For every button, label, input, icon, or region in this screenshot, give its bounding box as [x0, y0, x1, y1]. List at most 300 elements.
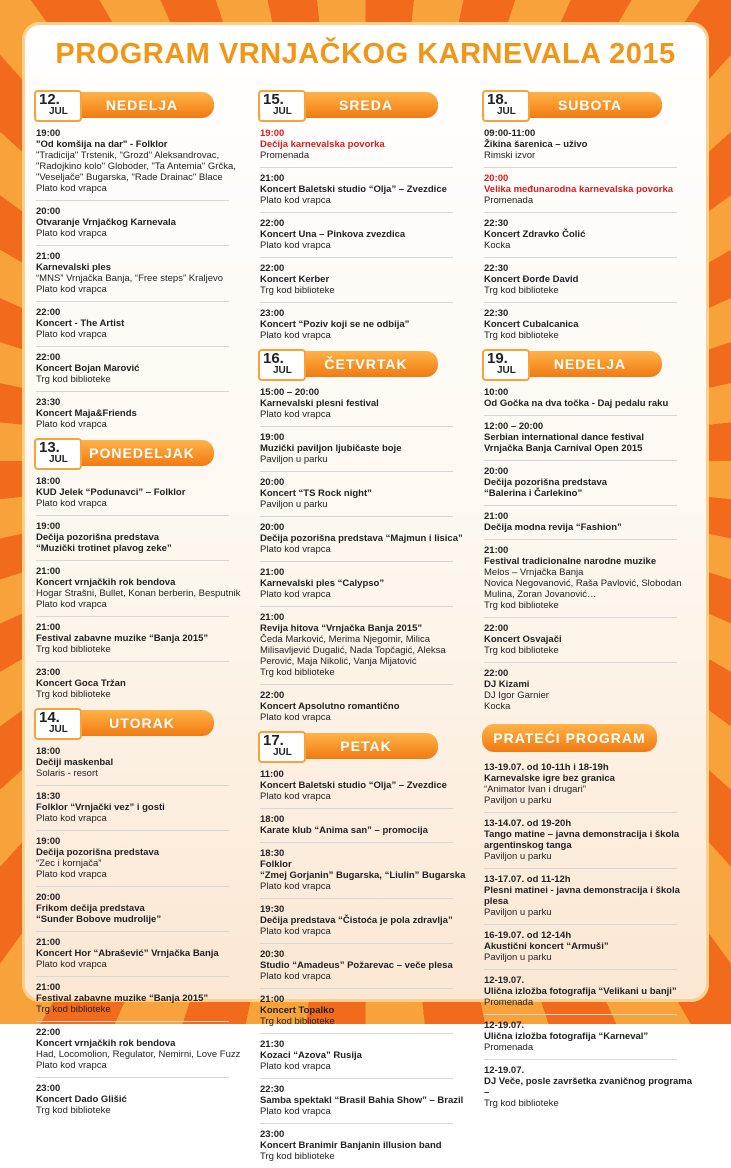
event-name: Koncert Topalko [260, 1005, 335, 1016]
day-header [34, 436, 249, 468]
event-detail: Melos – Vrnjačka Banja [484, 567, 584, 578]
event-detail: Mulina, Zoran Jovanović… [484, 589, 597, 600]
event-separator [260, 1123, 453, 1124]
event-name: Folklor [260, 859, 292, 870]
date-month: JUL [497, 106, 516, 117]
event-name: Folklor “Vrnjački vez” i gosti [36, 802, 165, 813]
event-name: Dečija pozorišna predstava [36, 532, 160, 543]
event-detail: DJ Igor Garnier [484, 690, 549, 701]
event-item [484, 173, 697, 206]
event-time: 21:00 [260, 612, 285, 623]
event-time: 13-14.07. od 19-20h [484, 818, 572, 829]
event-time: 20:00 [260, 522, 285, 533]
event-separator [36, 830, 229, 831]
event-detail: Plato kod vrapca [260, 240, 331, 251]
column-3 [482, 88, 697, 1115]
event-time: 18:30 [260, 848, 285, 859]
event-item [36, 937, 249, 970]
event-detail: “Zmej Gorjanin” Bugarska, “Liulin” Bugarska [260, 870, 466, 881]
event-item [36, 397, 249, 430]
event-item [260, 218, 473, 251]
event-item [260, 769, 473, 802]
event-item [260, 567, 473, 600]
event-item [36, 1027, 249, 1071]
event-time: 23:00 [260, 1129, 285, 1140]
event-detail: Paviljon u parku [484, 907, 552, 918]
event-name: Od Gočka na dva točka - Daj pedalu raku [484, 398, 669, 409]
event-time: 11:00 [260, 769, 284, 780]
event-name: Koncert Baletski studio “Olja” – Zvezdice [260, 780, 447, 791]
date-number: 17. [263, 732, 284, 749]
event-separator [36, 785, 229, 786]
day-name-banner: PETAK [294, 733, 438, 759]
event-item [36, 1083, 249, 1116]
event-separator [484, 1059, 677, 1060]
event-separator [36, 346, 229, 347]
event-time: 20:00 [36, 892, 61, 903]
event-name: "Od komšija na dar" - Folklor [36, 139, 168, 150]
event-item [36, 791, 249, 824]
event-item [36, 128, 249, 194]
event-item [260, 1129, 473, 1162]
event-item [484, 874, 697, 918]
event-detail: Trg kod biblioteke [36, 644, 111, 655]
event-time: 21:00 [260, 994, 285, 1005]
event-separator [484, 662, 677, 663]
event-detail: Hogar Strašni, Bullet, Konan berberin, Besputnik [36, 588, 241, 599]
event-name: Muzički paviljon ljubičaste boje [260, 443, 402, 454]
event-name: Koncert Apsolutno romantično [260, 701, 400, 712]
date-month: JUL [49, 454, 68, 465]
event-name: Koncert Hor “Abrašević” Vrnjačka Banja [36, 948, 219, 959]
event-detail: Solaris - resort [36, 768, 98, 779]
event-separator [36, 515, 229, 516]
event-detail: Paviljon u parku [484, 952, 552, 963]
event-name: Studio “Amadeus” Požarevac – veče plesa [260, 960, 453, 971]
date-badge [34, 90, 82, 122]
event-detail: Perović, Maja Nikolić, Vanja Mijatović [260, 656, 417, 667]
event-item [484, 818, 697, 862]
event-detail: Trg kod biblioteke [36, 1004, 111, 1015]
event-name: Serbian international dance festival [484, 432, 644, 443]
event-time: 21:00 [36, 982, 61, 993]
event-item [484, 511, 697, 533]
event-time: 16-19.07. od 12-14h [484, 930, 572, 941]
event-separator [260, 212, 453, 213]
page-title: PROGRAM VRNJAČKOG KARNEVALA 2015 [55, 38, 676, 70]
event-detail: Plato kod vrapca [36, 228, 107, 239]
event-detail: Trg kod biblioteke [484, 330, 559, 341]
event-name: Dečija karnevalska povorka [260, 139, 385, 150]
event-name: Dečija predstava “Čistoća je pola zdravlja” [260, 915, 453, 926]
event-time: 20:00 [36, 206, 61, 217]
event-item [260, 308, 473, 341]
event-item [260, 904, 473, 937]
event-time: 22:00 [484, 668, 509, 679]
event-separator [260, 471, 453, 472]
event-item [260, 522, 473, 555]
day-name-banner: SUBOTA [518, 92, 662, 118]
event-time: 19:30 [260, 904, 285, 915]
event-time: 09:00-11:00 [484, 128, 536, 139]
event-time: 19:00 [36, 128, 61, 139]
event-name: KUD Jelek “Podunavci” – Folklor [36, 487, 186, 498]
event-separator [36, 1077, 229, 1078]
event-separator [260, 988, 453, 989]
event-name: Koncert Cubalcanica [484, 319, 579, 330]
event-detail: Trg kod biblioteke [260, 1016, 335, 1027]
event-detail: Plato kod vrapca [260, 409, 331, 420]
event-item [484, 668, 697, 712]
event-item [260, 263, 473, 296]
event-separator [260, 561, 453, 562]
event-item [260, 612, 473, 678]
date-number: 14. [39, 709, 60, 726]
event-detail: Paviljon u parku [484, 851, 552, 862]
event-separator [36, 886, 229, 887]
date-badge [482, 90, 530, 122]
day-name-banner: ČETVRTAK [294, 351, 438, 377]
event-item [260, 994, 473, 1027]
event-detail: Plato kod vrapca [36, 329, 107, 340]
event-time: 22:00 [260, 218, 285, 229]
event-item [260, 690, 473, 723]
event-name: Koncert Zdravko Čolić [484, 229, 586, 240]
event-detail: Novica Negovanović, Raša Pavlović, Slobodan [484, 578, 682, 589]
event-name: Tango matine – javna demonstracija i škola argentinskog tanga [484, 829, 680, 851]
event-detail: Promenada [484, 997, 534, 1008]
event-separator [260, 167, 453, 168]
event-time: 20:30 [260, 949, 285, 960]
event-detail: Trg kod biblioteke [260, 1151, 335, 1162]
date-badge [482, 349, 530, 381]
day-header [482, 88, 697, 120]
event-detail: Čeda Marković, Merima Njegomir, Milica [260, 634, 430, 645]
day-name-banner: UTORAK [70, 710, 214, 736]
event-separator [484, 212, 677, 213]
event-separator [260, 606, 453, 607]
event-separator [484, 460, 677, 461]
event-name: Koncert Bojan Marović [36, 363, 140, 374]
event-separator [260, 516, 453, 517]
event-separator [36, 560, 229, 561]
event-item [36, 352, 249, 385]
event-item [36, 206, 249, 239]
event-detail: Plato kod vrapca [260, 881, 331, 892]
event-detail: Had, Locomolion, Regulator, Nemirni, Love Fuzz [36, 1049, 241, 1060]
event-detail: Vrnjačka Banja Carnival Open 2015 [484, 443, 643, 454]
event-item [36, 476, 249, 509]
event-item [484, 975, 697, 1008]
event-detail: “Balerina i Čarlekino” [484, 488, 583, 499]
event-time: 12-19.07. [484, 975, 525, 986]
event-detail: Promenada [260, 150, 310, 161]
event-time: 22:00 [260, 690, 285, 701]
date-badge [258, 90, 306, 122]
event-separator [260, 842, 453, 843]
date-badge [258, 731, 306, 763]
event-detail: “MNS” Vrnjačka Banja, “Free steps” Kraljevo [36, 273, 224, 284]
event-name: Karnevalske igre bez granica [484, 773, 615, 784]
date-number: 18. [487, 91, 508, 108]
event-separator [36, 931, 229, 932]
event-item [484, 466, 697, 499]
event-name: Otvaranje Vrnjačkog Karnevala [36, 217, 176, 228]
event-name: Koncert Osvajači [484, 634, 562, 645]
event-item [484, 421, 697, 454]
event-item [484, 387, 697, 409]
event-separator [484, 924, 677, 925]
event-time: 20:00 [484, 466, 509, 477]
event-separator [260, 302, 453, 303]
date-number: 19. [487, 350, 508, 367]
event-item [260, 387, 473, 420]
event-item [36, 251, 249, 295]
event-name: Koncert “TS Rock night” [260, 488, 372, 499]
event-name: Koncert Kerber [260, 274, 330, 285]
event-time: 10:00 [484, 387, 509, 398]
event-detail: Plato kod vrapca [36, 813, 107, 824]
event-detail: Trg kod biblioteke [484, 285, 559, 296]
day-header [34, 88, 249, 120]
event-time: 23:00 [36, 1083, 61, 1094]
event-item [260, 1039, 473, 1072]
event-time: 18:00 [36, 746, 61, 757]
column-2 [258, 88, 473, 1168]
event-item [260, 128, 473, 161]
event-name: Samba spektakl “Brasil Bahia Show” – Brazil [260, 1095, 464, 1106]
event-detail: Trg kod biblioteke [260, 667, 335, 678]
event-time: 19:00 [260, 432, 285, 443]
event-name: Žikina šarenica – uživo [484, 139, 588, 150]
event-time: 21:00 [484, 545, 509, 556]
event-detail: “Animator Ivan i drugari” [484, 784, 586, 795]
event-detail: "Veseljače" Bugarska, "Rade Drainac" Blace [36, 172, 223, 183]
event-item [36, 667, 249, 700]
event-detail: Plato kod vrapca [260, 1106, 331, 1117]
event-detail: Plato kod vrapca [36, 1060, 107, 1071]
event-separator [484, 505, 677, 506]
date-number: 13. [39, 439, 60, 456]
event-time: 21:00 [36, 251, 61, 262]
event-separator [36, 200, 229, 201]
event-name: Koncert Dado Glišić [36, 1094, 127, 1105]
event-detail: Paviljon u parku [260, 499, 328, 510]
event-detail: Plato kod vrapca [36, 599, 107, 610]
day-name-banner: NEDELJA [70, 92, 214, 118]
event-time: 21:30 [260, 1039, 285, 1050]
event-name: Karnevalski ples [36, 262, 111, 273]
event-name: Dečija pozorišna predstava [484, 477, 608, 488]
event-detail: Milisavljević Dugalić, Nada Topčagić, Aleksa [260, 645, 446, 656]
event-item [36, 836, 249, 880]
event-name: DJ Kizami [484, 679, 530, 690]
date-month: JUL [49, 724, 68, 735]
event-detail: Plato kod vrapca [260, 791, 331, 802]
date-month: JUL [273, 747, 292, 758]
event-item [484, 218, 697, 251]
event-time: 21:00 [260, 567, 285, 578]
event-separator [484, 415, 677, 416]
event-time: 20:00 [484, 173, 509, 184]
date-number: 16. [263, 350, 284, 367]
event-separator [484, 1014, 677, 1015]
event-time: 22:00 [484, 623, 509, 634]
event-time: 22:30 [484, 308, 509, 319]
event-time: 19:00 [36, 521, 61, 532]
event-name: Koncert Baletski studio “Olja” – Zvezdice [260, 184, 447, 195]
event-separator [260, 426, 453, 427]
event-time: 22:00 [260, 263, 285, 274]
event-time: 22:30 [484, 218, 509, 229]
event-item [484, 308, 697, 341]
event-separator [36, 391, 229, 392]
event-item [36, 521, 249, 554]
event-detail: Plato kod vrapca [260, 971, 331, 982]
event-detail: Plato kod vrapca [260, 926, 331, 937]
event-name: Koncert vrnjačkih rok bendova [36, 577, 176, 588]
event-detail: Trg kod biblioteke [260, 285, 335, 296]
date-month: JUL [497, 365, 516, 376]
event-name: Koncert vrnjačkih rok bendova [36, 1038, 176, 1049]
event-separator [484, 812, 677, 813]
day-header [258, 88, 473, 120]
event-detail: Trg kod biblioteke [36, 689, 111, 700]
event-item [260, 477, 473, 510]
event-separator [36, 616, 229, 617]
event-name: Dečija pozorišna predstava “Majmun i lisica” [260, 533, 463, 544]
event-item [36, 622, 249, 655]
event-detail: Plato kod vrapca [260, 195, 331, 206]
event-time: 22:00 [36, 1027, 61, 1038]
event-detail: Plato kod vrapca [36, 959, 107, 970]
event-separator [484, 167, 677, 168]
event-detail: Promenada [484, 195, 534, 206]
event-separator [260, 684, 453, 685]
event-detail: Trg kod biblioteke [36, 1105, 111, 1116]
event-name: Kozaci “Azova” Rusija [260, 1050, 362, 1061]
event-detail: Rimski izvor [484, 150, 536, 161]
day-name-banner: PONEDELJAK [70, 440, 214, 466]
event-detail: Plato kod vrapca [260, 712, 331, 723]
event-name: Velika međunarodna karnevalska povorka [484, 184, 674, 195]
event-name: Plesni matinei - javna demonstracija i škola plesa [484, 885, 680, 907]
event-item [36, 746, 249, 779]
event-time: 23:00 [260, 308, 285, 319]
event-detail: Plato kod vrapca [36, 284, 107, 295]
event-name: Ulična izložba fotografija “Velikani u banji” [484, 986, 677, 997]
event-time: 21:00 [36, 622, 61, 633]
date-badge [34, 438, 82, 470]
event-detail: Promenada [484, 1042, 534, 1053]
event-name: Koncert Maja&Friends [36, 408, 137, 419]
event-detail: Kocka [484, 701, 511, 712]
event-detail: Plato kod vrapca [260, 544, 331, 555]
event-detail: Plato kod vrapca [36, 869, 107, 880]
date-number: 12. [39, 91, 60, 108]
event-separator [260, 898, 453, 899]
event-time: 21:00 [36, 937, 61, 948]
event-item [484, 545, 697, 611]
day-header [34, 706, 249, 738]
event-time: 18:00 [260, 814, 285, 825]
event-item [260, 848, 473, 892]
event-name: Koncert “Poziv koji se ne odbija” [260, 319, 410, 330]
event-separator [484, 868, 677, 869]
event-time: 15:00 – 20:00 [260, 387, 320, 398]
event-name: Festival zabavne muzike “Banja 2015” [36, 993, 209, 1004]
event-detail: Plato kod vrapca [260, 1061, 331, 1072]
date-month: JUL [273, 365, 292, 376]
event-name: Festival zabavne muzike “Banja 2015” [36, 633, 209, 644]
event-detail: Trg kod biblioteke [484, 645, 559, 656]
event-time: 21:00 [484, 511, 509, 522]
event-name: DJ Veče, posle završetka zvaničnog programa – [484, 1076, 693, 1098]
event-time: 20:00 [260, 477, 285, 488]
event-name: Dečija pozorišna predstava [36, 847, 160, 858]
event-name: Festival tradicionalne narodne muzike [484, 556, 657, 567]
event-detail: Plato kod vrapca [36, 183, 107, 194]
event-detail: Trg kod biblioteke [484, 1098, 559, 1109]
event-item [260, 1084, 473, 1117]
event-name: Karate klub “Anima san” – promocija [260, 825, 428, 836]
column-1 [34, 88, 249, 1122]
event-separator [260, 808, 453, 809]
event-time: 23:00 [36, 667, 61, 678]
event-name: Revija hitova “Vrnjačka Banja 2015” [260, 623, 423, 634]
event-time: 19:00 [260, 128, 285, 139]
event-time: 22:30 [260, 1084, 285, 1095]
event-item [260, 432, 473, 465]
prateci-banner: PRATEĆI PROGRAM [482, 724, 657, 752]
event-detail: “Zec i kornjača” [36, 858, 102, 869]
event-name: Karnevalski ples “Calypso” [260, 578, 385, 589]
event-detail: Plato kod vrapca [36, 498, 107, 509]
event-time: 21:00 [36, 566, 61, 577]
event-item [36, 566, 249, 610]
event-time: 18:00 [36, 476, 61, 487]
event-detail: “Muzički trotinet plavog zeke” [36, 543, 172, 554]
event-detail: Plato kod vrapca [260, 589, 331, 600]
event-time: 21:00 [260, 173, 285, 184]
event-detail: Trg kod biblioteke [484, 600, 559, 611]
event-name: Dečija modna revija “Fashion” [484, 522, 622, 533]
day-name-banner: SREDA [294, 92, 438, 118]
event-name: Ulična izložba fotografija “Karneval” [484, 1031, 649, 1042]
event-name: Koncert Una – Pinkova zvezdica [260, 229, 406, 240]
event-time: 23:30 [36, 397, 61, 408]
event-name: Dečiji maskenbal [36, 757, 114, 768]
event-item [260, 173, 473, 206]
event-time: 18:30 [36, 791, 61, 802]
event-detail: "Radojkino kolo" Globoder, "Ta Antemia" Grčka, [36, 161, 236, 172]
event-name: Koncert Goca Tržan [36, 678, 126, 689]
event-item [36, 892, 249, 925]
event-detail: "Tradicija" Trstenik, "Grozd" Aleksandrovac, [36, 150, 220, 161]
event-separator [36, 245, 229, 246]
event-time: 19:00 [36, 836, 61, 847]
event-name: Koncert Branimir Banjanin illusion band [260, 1140, 442, 1151]
event-time: 12:00 – 20:00 [484, 421, 544, 432]
event-item [36, 982, 249, 1015]
event-separator [260, 943, 453, 944]
event-item [260, 814, 473, 836]
event-separator [260, 257, 453, 258]
event-time: 13-17.07. od 11-12h [484, 874, 571, 885]
event-separator [484, 969, 677, 970]
event-separator [36, 661, 229, 662]
date-badge [34, 708, 82, 740]
